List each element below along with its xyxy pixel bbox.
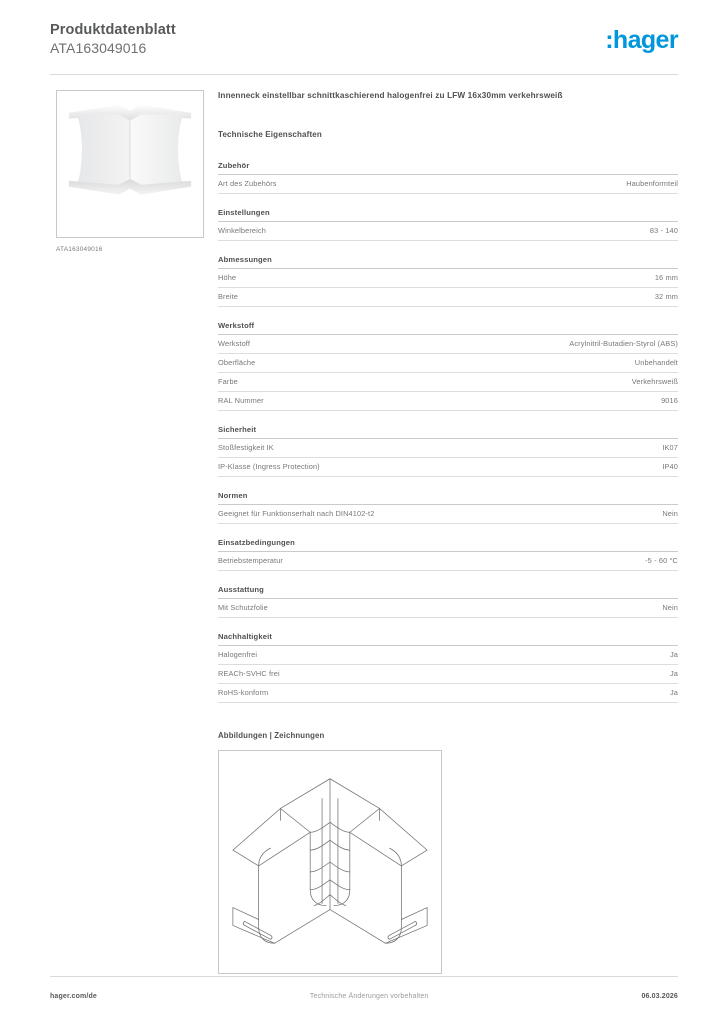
spec-value: Unbehandelt	[634, 358, 678, 367]
product-image-caption: ATA163049016	[56, 246, 103, 253]
spec-group	[218, 321, 678, 411]
spec-label: IP-Klasse (Ingress Protection)	[218, 462, 320, 471]
product-code-subtitle: ATA163049016	[50, 40, 147, 56]
spec-value: Ja	[669, 688, 678, 697]
spec-row	[218, 392, 678, 411]
spec-group	[218, 632, 678, 703]
spec-value: 16 mm	[654, 273, 678, 282]
spec-label: Höhe	[218, 273, 237, 282]
page-header	[50, 22, 678, 74]
spec-value: IP40	[662, 462, 678, 471]
spec-row	[218, 335, 678, 354]
spec-value: Nein	[662, 603, 678, 612]
header-divider	[50, 74, 678, 75]
spec-value: 83 - 140	[649, 226, 678, 235]
spec-group-title: Einsatzbedingungen	[218, 538, 678, 552]
spec-value: -5 - 60 °C	[645, 556, 678, 565]
spec-value: IK07	[662, 443, 678, 452]
spec-group	[218, 538, 678, 571]
spec-label: Stoßfestigkeit IK	[218, 443, 274, 452]
technical-properties-heading: Technische Eigenschaften	[218, 130, 322, 139]
spec-group-title: Zubehör	[218, 161, 678, 175]
spec-label: Werkstoff	[218, 339, 251, 348]
main-content	[218, 90, 678, 974]
footer-website-link[interactable]: hager.com/de	[50, 993, 97, 1000]
spec-group	[218, 491, 678, 524]
product-photo-icon	[57, 91, 203, 237]
spec-group-title: Nachhaltigkeit	[218, 632, 678, 646]
spec-label: RoHS-konform	[218, 688, 269, 697]
spec-group	[218, 585, 678, 618]
spec-label: Halogenfrei	[218, 650, 258, 659]
technical-drawing-frame	[218, 750, 442, 974]
spec-group-title: Einstellungen	[218, 208, 678, 222]
spec-group-title: Sicherheit	[218, 425, 678, 439]
spec-group-title: Abmessungen	[218, 255, 678, 269]
spec-row	[218, 269, 678, 288]
spec-value: 32 mm	[654, 292, 678, 301]
page-footer	[50, 993, 678, 1000]
technical-drawing-icon	[219, 751, 441, 973]
spec-label: Oberfläche	[218, 358, 256, 367]
spec-value: 9016	[661, 396, 678, 405]
spec-row	[218, 599, 678, 618]
spec-value: Verkehrsweiß	[631, 377, 678, 386]
spec-value: Haubenformteil	[626, 179, 678, 188]
spec-value: Acrylnitril-Butadien-Styrol (ABS)	[569, 339, 678, 348]
spec-group	[218, 208, 678, 241]
spec-row	[218, 354, 678, 373]
footer-divider	[50, 976, 678, 977]
product-image-frame	[56, 90, 204, 238]
hager-logo: :hager	[605, 26, 678, 54]
drawings-heading: Abbildungen | Zeichnungen	[218, 731, 325, 740]
spec-row	[218, 646, 678, 665]
spec-value: Nein	[662, 509, 678, 518]
footer-disclaimer: Technische Änderungen vorbehalten	[309, 993, 429, 1000]
spec-value: Ja	[669, 650, 678, 659]
spec-row	[218, 552, 678, 571]
spec-row	[218, 288, 678, 307]
spec-group	[218, 161, 678, 194]
spec-label: Art des Zubehörs	[218, 179, 277, 188]
spec-row	[218, 458, 678, 477]
spec-value: Ja	[669, 669, 678, 678]
spec-label: RAL Nummer	[218, 396, 264, 405]
footer-date: 06.03.2026	[641, 993, 678, 1000]
spec-row	[218, 684, 678, 703]
spec-group	[218, 255, 678, 307]
spec-label: Farbe	[218, 377, 238, 386]
specification-table	[218, 161, 678, 703]
spec-label: Mit Schutzfolie	[218, 603, 268, 612]
spec-row	[218, 505, 678, 524]
product-headline: Innenneck einstellbar schnittkaschierend halogenfrei zu LFW 16x30mm verkehrsweiß	[218, 91, 563, 100]
spec-row	[218, 222, 678, 241]
product-figure	[56, 90, 204, 253]
spec-group-title: Normen	[218, 491, 678, 505]
spec-row	[218, 665, 678, 684]
spec-label: Breite	[218, 292, 239, 301]
spec-label: Betriebstemperatur	[218, 556, 284, 565]
spec-row	[218, 373, 678, 392]
spec-label: Geeignet für Funktionserhalt nach DIN4102-t2	[218, 509, 375, 518]
spec-group-title: Werkstoff	[218, 321, 678, 335]
spec-row	[218, 175, 678, 194]
page-title: Produktdatenblatt	[50, 22, 176, 38]
spec-group	[218, 425, 678, 477]
spec-label: REACh-SVHC frei	[218, 669, 280, 678]
spec-label: Winkelbereich	[218, 226, 266, 235]
spec-group-title: Ausstattung	[218, 585, 678, 599]
spec-row	[218, 439, 678, 458]
